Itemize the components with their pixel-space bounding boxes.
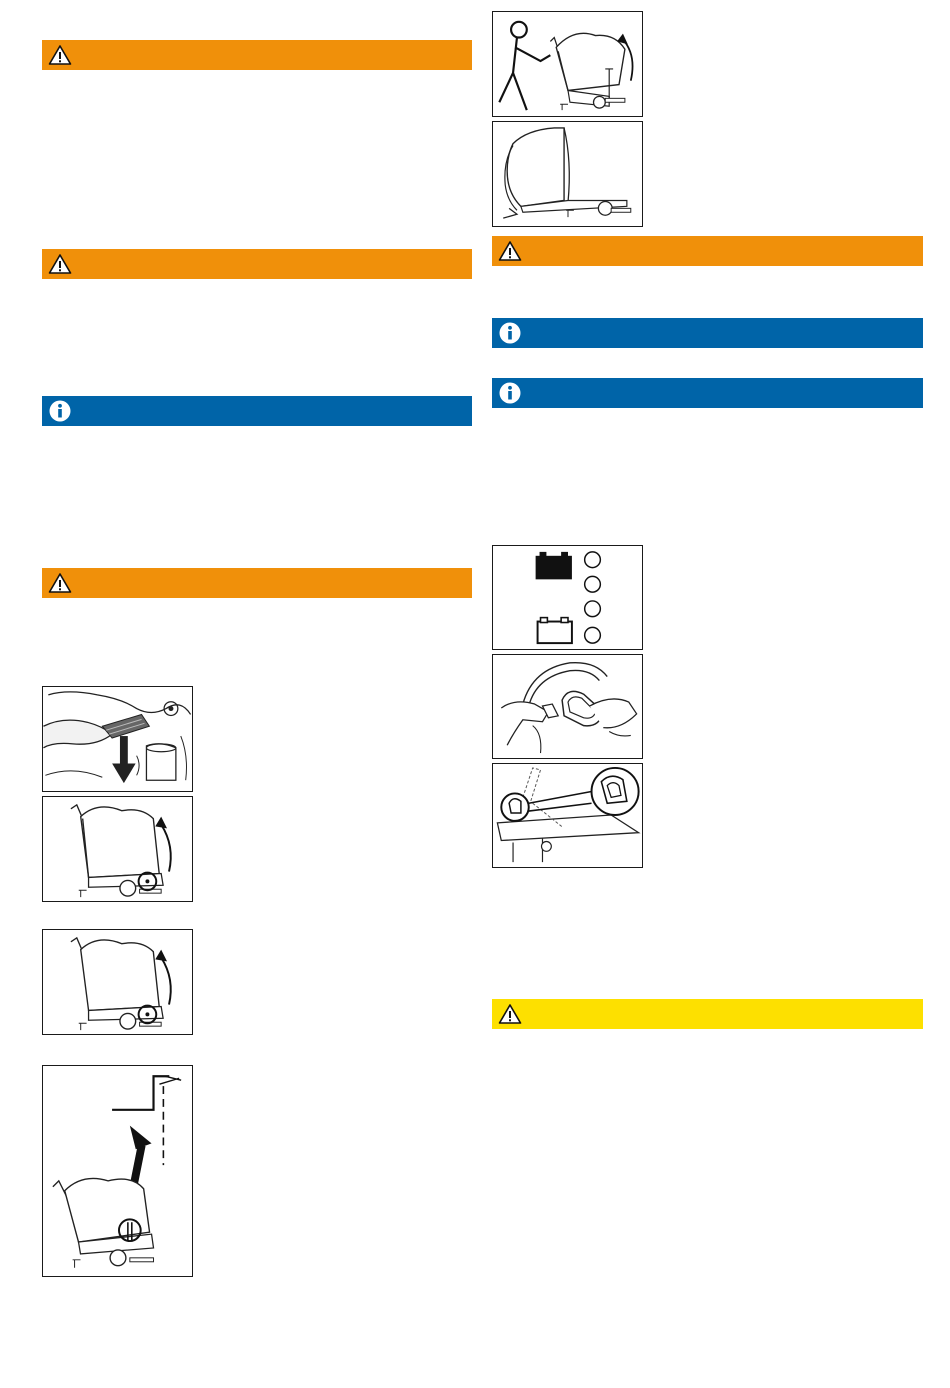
warning-bar	[492, 236, 923, 266]
hose-holder-detail-figure	[492, 763, 643, 868]
info-circle-icon	[48, 399, 72, 423]
warning-bar	[42, 40, 472, 70]
warning-triangle-icon	[48, 44, 72, 66]
lift-machine-upright-figure	[42, 1065, 193, 1277]
warning-triangle-icon	[48, 572, 72, 594]
remove-squeegee-figure	[492, 654, 643, 759]
info-bar	[492, 378, 923, 408]
tilt-machine-back-figure-2	[42, 929, 193, 1035]
info-bar	[42, 396, 472, 426]
warning-triangle-icon	[48, 253, 72, 275]
press-release-lever-figure	[42, 686, 193, 792]
machine-resting-back-figure	[492, 121, 643, 227]
info-circle-icon	[498, 321, 522, 345]
warning-triangle-icon	[498, 1003, 522, 1025]
warning-triangle-icon	[498, 240, 522, 262]
tilt-machine-back-figure	[42, 796, 193, 902]
info-circle-icon	[498, 381, 522, 405]
battery-indicator-panel-figure	[492, 545, 643, 650]
operator-tilting-machine-figure	[492, 11, 643, 117]
warning-bar	[42, 568, 472, 598]
warning-bar	[42, 249, 472, 279]
caution-bar	[492, 999, 923, 1029]
info-bar	[492, 318, 923, 348]
